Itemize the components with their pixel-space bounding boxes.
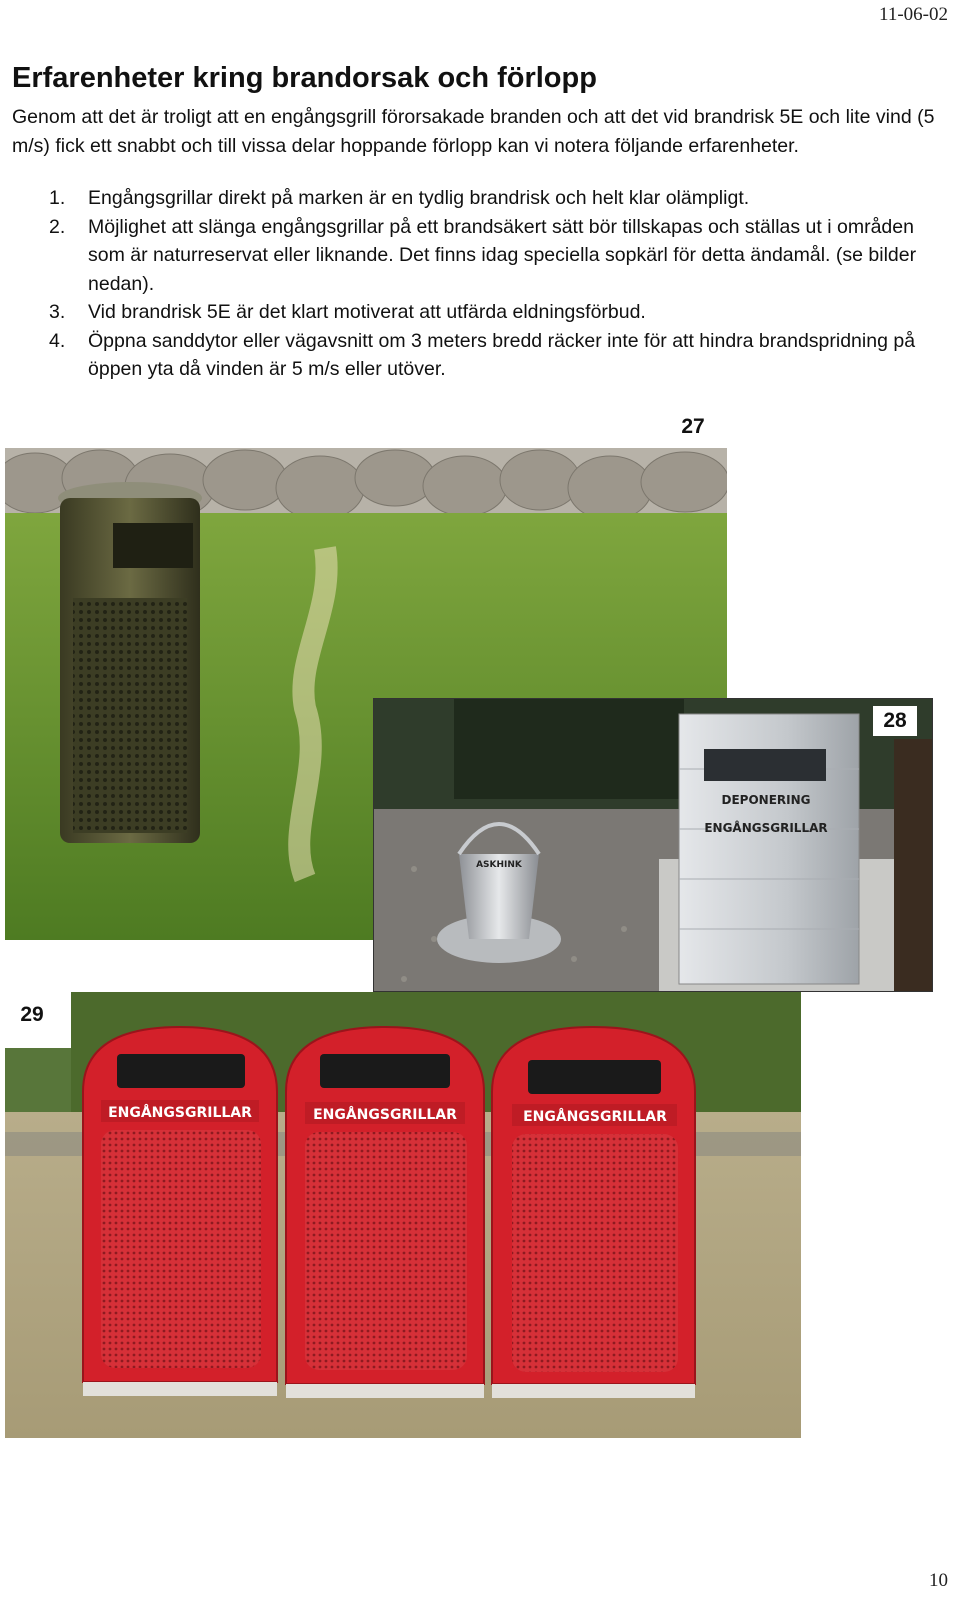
- experience-list: [12, 184, 947, 384]
- list-text: Möjlighet att slänga engångsgrillar på ett brandsäkert sätt bör tillskapas och ställas ut i områden som är naturreservat eller liknande. Det finns idag speciella sopkärl för detta ändamål. (se bilder nedan).: [88, 215, 917, 295]
- list-text: Engångsgrillar direkt på marken är en tydlig brandrisk och helt klar olämpligt.: [88, 187, 750, 209]
- figure-label-28: 28: [873, 706, 917, 736]
- header-date: 11-06-02: [879, 4, 948, 25]
- bin-label-line1: DEPONERING: [721, 793, 811, 807]
- list-text: Öppna sanddytor eller vägavsnitt om 3 meters bredd räcker inte för att hindra brandspridning på öppen yta då vinden är 5 m/s eller utöver.: [88, 329, 916, 380]
- list-text: Vid brandrisk 5E är det klart motiverat att utfärda eldningsförbud.: [88, 301, 646, 323]
- bucket-label: ASKHINK: [476, 860, 522, 870]
- photo-red-bins: [5, 992, 801, 1438]
- intro-paragraph: Genom att det är troligt att en engångsgrill förorsakade branden och att det vid brandrisk 5E och lite vind (5 m/s) fick ett snabbt och till vissa delar hoppande förlopp kan vi notera följande erfarenheter.: [12, 106, 935, 157]
- photo-metal-bin: [373, 698, 933, 992]
- list-number: 4.: [49, 329, 66, 352]
- list-item: [12, 327, 947, 384]
- list-item: [12, 298, 947, 327]
- list-item: [12, 184, 947, 213]
- bin-label: ENGÅNGSGRILLAR: [313, 1107, 457, 1123]
- bin-label: ENGÅNGSGRILLAR: [523, 1109, 667, 1125]
- figure-label-29: 29: [10, 998, 54, 1032]
- bin-label-line2: ENGÅNGSGRILLAR: [704, 821, 828, 835]
- list-number: 2.: [49, 215, 66, 238]
- list-item: [12, 213, 947, 299]
- section-title: Erfarenheter kring brandorsak och förlopp: [12, 62, 597, 94]
- figure-label-27: 27: [670, 412, 716, 442]
- list-number: 1.: [49, 187, 66, 209]
- page-number: 10: [929, 1570, 948, 1591]
- list-number: 3.: [49, 301, 66, 323]
- bin-label: ENGÅNGSGRILLAR: [108, 1105, 252, 1121]
